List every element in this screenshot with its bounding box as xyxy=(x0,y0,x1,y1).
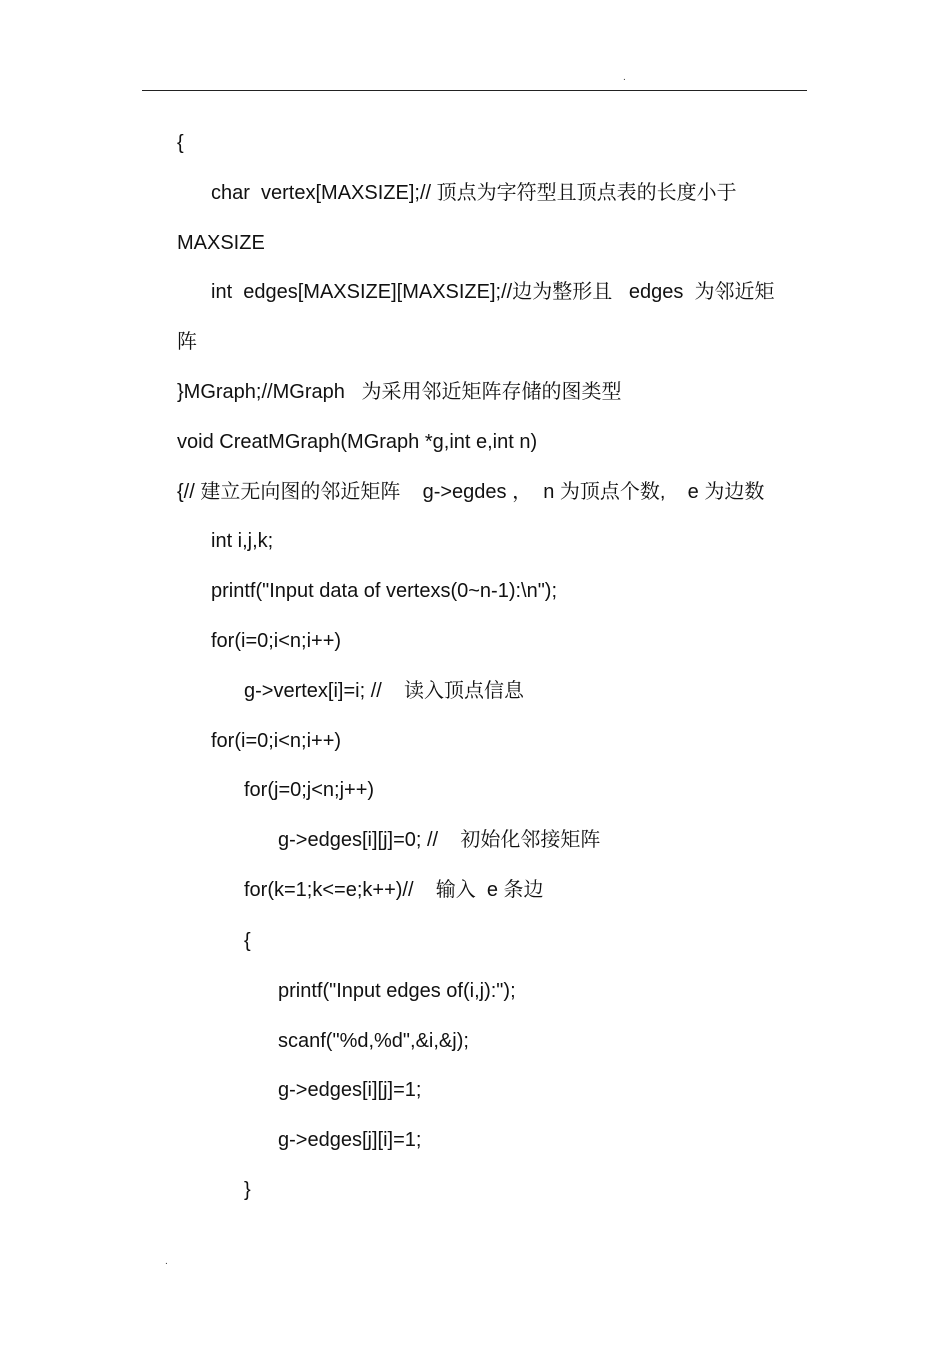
code-line: printf("Input edges of(i,j):"); xyxy=(278,980,516,1002)
code-line: g->vertex[i]=i; // 读入顶点信息 xyxy=(244,680,525,702)
code-line: { xyxy=(177,132,184,154)
code-line: { xyxy=(244,930,251,952)
code-line: for(k=1;k<=e;k++)// 输入 e 条边 xyxy=(244,879,544,901)
code-line: g->edges[i][j]=0; // 初始化邻接矩阵 xyxy=(278,829,601,851)
code-line: } xyxy=(244,1179,251,1201)
code-line: MAXSIZE xyxy=(177,232,265,254)
footer-mark: . xyxy=(165,1256,168,1267)
code-line: printf("Input data of vertexs(0~n-1):\n"); xyxy=(211,580,558,602)
code-line: {// 建立无向图的邻近矩阵 g->egdes ， n 为顶点个数, e 为边数 xyxy=(177,481,765,503)
code-line: int i,j,k; xyxy=(211,530,274,552)
code-line: g->edges[j][i]=1; xyxy=(278,1129,422,1151)
code-line: }MGraph;//MGraph 为采用邻近矩阵存储的图类型 xyxy=(177,381,622,403)
code-line: 阵 xyxy=(177,331,197,353)
code-line: int edges[MAXSIZE][MAXSIZE];//边为整形且 edges 为邻近矩 xyxy=(211,281,775,303)
code-line: scanf("%d,%d",&i,&j); xyxy=(278,1030,469,1052)
code-line: for(i=0;i<n;i++) xyxy=(211,730,342,752)
header-rule xyxy=(142,90,807,91)
code-line: void CreatMGraph(MGraph *g,int e,int n) xyxy=(177,431,538,453)
code-line: char vertex[MAXSIZE];// 顶点为字符型且顶点表的长度小于 xyxy=(211,182,737,204)
code-line: for(i=0;i<n;i++) xyxy=(211,630,342,652)
header-mark: . xyxy=(623,72,626,83)
code-line: for(j=0;j<n;j++) xyxy=(244,779,375,801)
code-line: g->edges[i][j]=1; xyxy=(278,1079,422,1101)
